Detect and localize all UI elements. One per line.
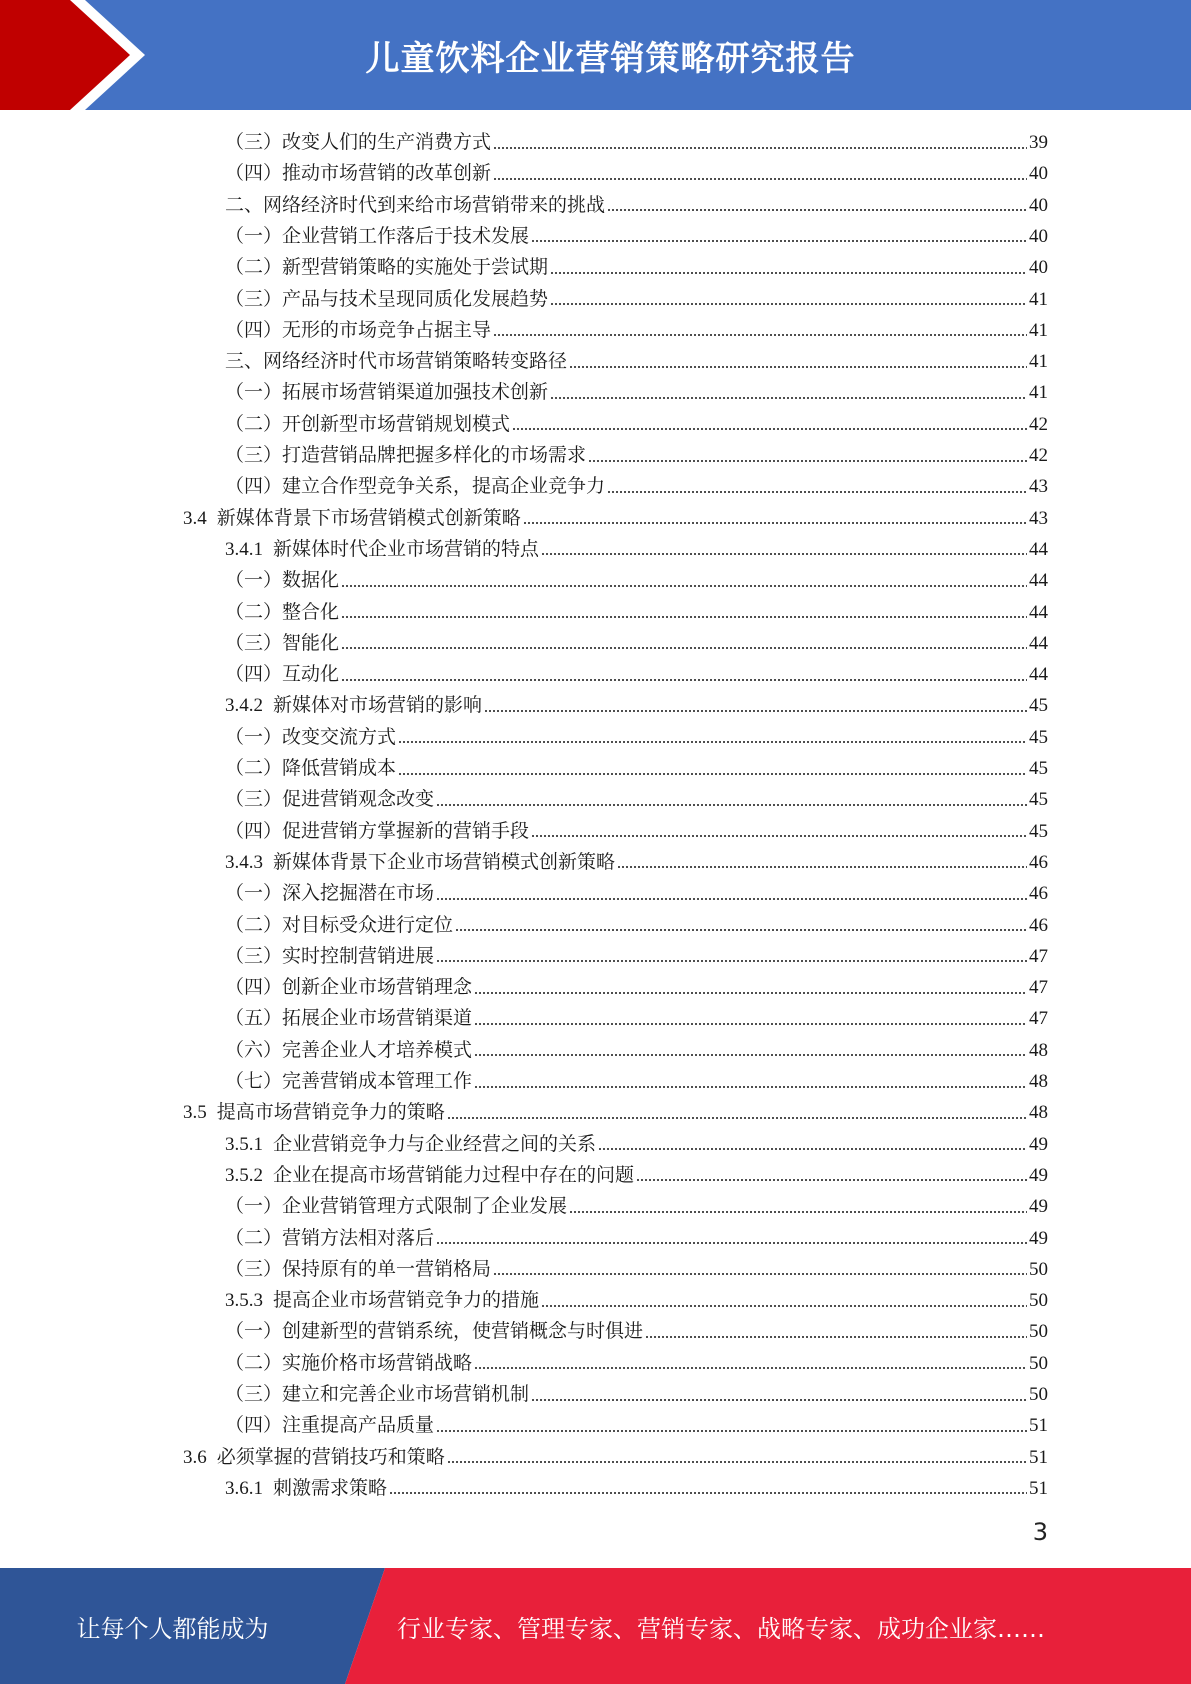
toc-entry-label: [183, 1442, 445, 1473]
toc-entry[interactable]: [225, 377, 1048, 408]
toc-entry-label: [225, 847, 615, 878]
toc-entry[interactable]: [225, 1410, 1048, 1441]
toc-dot-leader: [493, 1272, 1027, 1276]
toc-entry-number: 3.5.2: [225, 1164, 263, 1186]
toc-dot-leader: [398, 740, 1027, 744]
toc-dot-leader: [341, 615, 1027, 619]
toc-dot-leader: [617, 865, 1027, 869]
toc-entry-label: [225, 597, 339, 628]
toc-entry[interactable]: [225, 972, 1048, 1003]
toc-entry-page: 41: [1029, 351, 1048, 373]
toc-entry-label: [225, 190, 605, 221]
toc-entry[interactable]: [225, 659, 1048, 690]
toc-entry-label: [225, 1035, 472, 1066]
toc-entry[interactable]: [225, 1285, 1048, 1316]
toc-entry-page: 50: [1029, 1384, 1048, 1405]
toc-entry-page: 41: [1029, 382, 1048, 404]
toc-entry-text: （一）拓展市场营销渠道加强技术创新: [225, 382, 549, 404]
toc-entry-text: 新媒体背景下市场营销模式创新策略: [216, 507, 521, 529]
toc-entry-page: 50: [1029, 1258, 1048, 1280]
toc-dot-leader: [607, 208, 1027, 212]
toc-entry-text: （四）促进营销方掌握新的营销手段: [225, 820, 530, 842]
toc-dot-leader: [523, 521, 1027, 525]
toc-entry-label: [225, 440, 586, 471]
toc-entry-text: （三）打造营销品牌把握多样化的市场需求: [225, 445, 587, 466]
toc-entry-text: （四）推动市场营销的改革创新: [225, 163, 492, 185]
toc-entry-text: 新媒体背景下企业市场营销模式创新策略: [273, 851, 616, 873]
toc-entry[interactable]: [225, 471, 1048, 502]
toc-entry[interactable]: [225, 597, 1048, 628]
toc-entry[interactable]: [225, 1129, 1048, 1160]
toc-entry-label: [225, 784, 434, 815]
toc-entry-label: [225, 722, 396, 753]
toc-entry-number: 3.4.1: [225, 538, 263, 560]
toc-entry[interactable]: [225, 534, 1048, 565]
toc-dot-leader: [569, 1210, 1027, 1214]
toc-entry-text: （一）改变交流方式: [225, 726, 397, 748]
toc-entry-label: [225, 1160, 634, 1191]
toc-entry-page: 49: [1029, 1227, 1048, 1249]
toc-entry[interactable]: [225, 1066, 1048, 1097]
toc-entry-page: 46: [1029, 883, 1048, 905]
toc-dot-leader: [341, 678, 1027, 682]
toc-dot-leader: [474, 1053, 1027, 1057]
toc-entry-label: [225, 534, 539, 565]
toc-dot-leader: [645, 1335, 1027, 1339]
toc-entry-label: [225, 690, 482, 721]
toc-dot-leader: [341, 646, 1027, 650]
toc-entry[interactable]: [183, 1442, 1048, 1473]
toc-entry-label: [225, 659, 339, 690]
toc-entry-label: [225, 1066, 472, 1097]
toc-entry-text: （二）整合化: [225, 601, 340, 623]
toc-entry-text: （三）建立和完善企业市场营销机制: [225, 1384, 530, 1405]
toc-entry-label: [225, 1129, 596, 1160]
toc-dot-leader: [541, 552, 1027, 556]
toc-entry[interactable]: [225, 722, 1048, 753]
toc-entry-label: [225, 628, 339, 659]
toc-entry-text: （一）企业营销工作落后于技术发展: [225, 225, 530, 247]
toc-entry-page: 50: [1029, 1321, 1048, 1343]
toc-entry-text: （七）完善营销成本管理工作: [225, 1071, 473, 1092]
toc-dot-leader: [569, 365, 1027, 369]
toc-entry-page: 41: [1029, 288, 1048, 310]
toc-dot-leader: [474, 1022, 1027, 1026]
toc-entry-text: （二）对目标受众进行定位: [225, 914, 454, 936]
toc-entry-text: （四）注重提高产品质量: [225, 1415, 435, 1437]
toc-entry-page: 42: [1029, 445, 1048, 466]
toc-entry-label: [225, 816, 529, 847]
toc-entry-text: 提高企业市场营销竞争力的措施: [273, 1290, 540, 1312]
toc-entry-text: （一）深入挖掘潜在市场: [225, 883, 435, 905]
toc-entry[interactable]: [225, 252, 1048, 283]
toc-entry-number: 3.5.3: [225, 1290, 263, 1312]
toc-entry-label: [225, 565, 339, 596]
toc-entry-page: 40: [1029, 225, 1048, 247]
toc-dot-leader: [588, 459, 1027, 463]
toc-entry-number: 3.4: [183, 507, 207, 529]
toc-dot-leader: [474, 991, 1027, 995]
toc-entry-page: 42: [1029, 413, 1048, 435]
toc-entry-label: [225, 1379, 529, 1410]
toc-entry-text: （三）产品与技术呈现同质化发展趋势: [225, 288, 549, 310]
toc-entry-page: 48: [1029, 1039, 1048, 1061]
toc-entry-text: 二、网络经济时代到来给市场营销带来的挑战: [225, 194, 606, 216]
toc-dot-leader: [493, 333, 1027, 337]
toc-entry-text: （五）拓展企业市场营销渠道: [225, 1008, 473, 1030]
page-footer: [0, 1568, 1191, 1684]
toc-entry-text: （三）促进营销观念改变: [225, 789, 435, 811]
toc-dot-leader: [550, 302, 1027, 306]
toc-entry[interactable]: [225, 690, 1048, 721]
toc-entry-label: [225, 127, 491, 158]
toc-entry[interactable]: [225, 847, 1048, 878]
toc-entry-page: 44: [1029, 664, 1048, 686]
toc-dot-leader: [531, 1398, 1027, 1402]
toc-dot-leader: [607, 490, 1027, 494]
page-number: 3: [1032, 1518, 1048, 1546]
toc-entry-page: 39: [1029, 132, 1048, 153]
toc-entry[interactable]: [225, 1348, 1048, 1379]
toc-entry-text: （一）数据化: [225, 570, 340, 592]
toc-entry-label: [183, 1097, 445, 1128]
toc-entry-label: [225, 1191, 567, 1222]
toc-entry-text: 新媒体时代企业市场营销的特点: [273, 538, 540, 560]
toc-entry-label: [225, 471, 605, 502]
toc-entry[interactable]: [225, 784, 1048, 815]
document-title: 儿童饮料企业营销策略研究报告: [365, 38, 856, 79]
toc-entry-text: （二）降低营销成本: [225, 758, 397, 779]
toc-entry[interactable]: [225, 127, 1048, 158]
toc-entry[interactable]: [225, 1473, 1048, 1504]
toc-entry-label: [225, 315, 491, 346]
toc-entry-label: [225, 1348, 472, 1379]
toc-entry[interactable]: [225, 565, 1048, 596]
toc-entry[interactable]: [225, 1316, 1048, 1347]
toc-entry[interactable]: [225, 409, 1048, 440]
toc-entry-label: [225, 221, 529, 252]
toc-entry[interactable]: [225, 910, 1048, 941]
toc-entry-number: 3.6.1: [225, 1477, 263, 1499]
toc-entry-page: 45: [1029, 789, 1048, 811]
toc-entry-text: （一）企业营销管理方式限制了企业发展: [225, 1196, 568, 1218]
toc-entry[interactable]: [225, 753, 1048, 784]
toc-dot-leader: [436, 959, 1027, 963]
toc-dot-leader: [636, 1178, 1027, 1182]
toc-entry-text: （二）开创新型市场营销规划模式: [225, 413, 511, 435]
toc-entry-text: （三）实时控制营销进展: [225, 945, 435, 967]
toc-dot-leader: [512, 427, 1027, 431]
toc-entry-label: [225, 910, 453, 941]
toc-entry-label: [225, 972, 472, 1003]
toc-entry-label: [225, 1473, 387, 1504]
toc-entry-page: 43: [1029, 476, 1048, 498]
toc-dot-leader: [598, 1147, 1027, 1151]
toc-entry-label: [225, 941, 434, 972]
toc-entry-text: 刺激需求策略: [273, 1477, 388, 1499]
toc-entry-number: 3.5.1: [225, 1133, 263, 1155]
toc-entry-page: 48: [1029, 1102, 1048, 1124]
toc-dot-leader: [550, 271, 1027, 275]
toc-dot-leader: [531, 834, 1027, 838]
toc-entry[interactable]: [225, 1191, 1048, 1222]
toc-entry-text: 企业在提高市场营销能力过程中存在的问题: [273, 1164, 635, 1186]
toc-entry-page: 51: [1029, 1446, 1048, 1468]
footer-slogan-left: 让每个人都能成为: [76, 1614, 269, 1643]
toc-dot-leader: [389, 1491, 1027, 1495]
toc-entry-text: （三）改变人们的生产消费方式: [225, 132, 492, 153]
toc-entry-text: 企业营销竞争力与企业经营之间的关系: [273, 1133, 597, 1155]
toc-entry-page: 47: [1029, 945, 1048, 967]
toc-dot-leader: [531, 239, 1027, 243]
toc-entry-label: [225, 1254, 491, 1285]
toc-dot-leader: [474, 1085, 1027, 1089]
toc-entry-label: [225, 1410, 434, 1441]
toc-entry-label: [225, 377, 548, 408]
toc-entry-page: 45: [1029, 758, 1048, 779]
toc-entry-page: 45: [1029, 726, 1048, 748]
toc-entry-page: 49: [1029, 1164, 1048, 1186]
toc-entry[interactable]: [225, 315, 1048, 346]
toc-dot-leader: [436, 803, 1027, 807]
toc-entry-label: [225, 1316, 643, 1347]
toc-entry-label: [225, 346, 567, 377]
toc-entry[interactable]: [225, 1003, 1048, 1034]
toc-entry-text: 三、网络经济时代市场营销策略转变路径: [225, 351, 568, 373]
footer-slogan-right: 行业专家、管理专家、营销专家、战略专家、成功企业家……: [397, 1614, 1045, 1643]
toc-entry-number: 3.5: [183, 1102, 207, 1124]
toc-dot-leader: [474, 1366, 1027, 1370]
toc-entry-page: 40: [1029, 257, 1048, 279]
toc-entry-page: 49: [1029, 1196, 1048, 1218]
toc-dot-leader: [447, 1116, 1027, 1120]
toc-entry[interactable]: [225, 190, 1048, 221]
toc-entry-text: 必须掌握的营销技巧和策略: [216, 1446, 445, 1468]
toc-entry-number: 3.4.2: [225, 695, 263, 717]
toc-entry[interactable]: [225, 1035, 1048, 1066]
toc-entry-label: [225, 1285, 539, 1316]
toc-dot-leader: [341, 584, 1027, 588]
toc-entry-label: [225, 878, 434, 909]
toc-entry[interactable]: [183, 503, 1048, 534]
toc-entry[interactable]: [225, 1223, 1048, 1254]
toc-dot-leader: [398, 772, 1027, 776]
toc-entry-page: 49: [1029, 1133, 1048, 1155]
toc-entry-page: 40: [1029, 163, 1048, 185]
page-header: [0, 0, 1191, 110]
toc-entry-number: 3.4.3: [225, 851, 263, 873]
toc-entry-page: 50: [1029, 1352, 1048, 1374]
toc-entry-text: （四）建立合作型竞争关系，提高企业竞争力: [225, 476, 606, 498]
toc-dot-leader: [436, 1241, 1027, 1245]
toc-entry-text: （四）创新企业市场营销理念: [225, 977, 473, 999]
toc-entry-text: （四）互动化: [225, 664, 340, 686]
toc-dot-leader: [541, 1304, 1027, 1308]
toc-entry[interactable]: [225, 1254, 1048, 1285]
toc-entry[interactable]: [225, 440, 1048, 471]
toc-entry-page: 51: [1029, 1415, 1048, 1437]
toc-entry-page: 50: [1029, 1290, 1048, 1312]
toc-entry-text: （六）完善企业人才培养模式: [225, 1039, 473, 1061]
toc-entry-page: 47: [1029, 977, 1048, 999]
toc-entry-page: 47: [1029, 1008, 1048, 1030]
header-arrow-decoration: [0, 0, 160, 110]
toc-entry-text: （二）营销方法相对落后: [225, 1227, 435, 1249]
toc-entry-label: [225, 284, 548, 315]
toc-entry-page: 48: [1029, 1071, 1048, 1092]
toc-entry-page: 43: [1029, 507, 1048, 529]
toc-entry-page: 40: [1029, 194, 1048, 216]
toc-entry-label: [225, 158, 491, 189]
toc-entry-page: 45: [1029, 695, 1048, 717]
toc-entry[interactable]: [225, 878, 1048, 909]
toc-entry-label: [225, 753, 396, 784]
toc-entry-label: [225, 252, 548, 283]
toc-entry-page: 41: [1029, 319, 1048, 341]
toc-dot-leader: [550, 396, 1027, 400]
toc-entry[interactable]: [225, 1160, 1048, 1191]
toc-entry-text: （四）无形的市场竞争占据主导: [225, 319, 492, 341]
toc-entry-number: 3.6: [183, 1446, 207, 1468]
toc-entry-text: （三）保持原有的单一营销格局: [225, 1258, 492, 1280]
toc-entry-page: 51: [1029, 1477, 1048, 1499]
toc-entry[interactable]: [225, 221, 1048, 252]
toc-dot-leader: [484, 709, 1027, 713]
toc-dot-leader: [447, 1460, 1027, 1464]
toc-entry-label: [225, 1003, 472, 1034]
toc-entry-label: [183, 503, 521, 534]
toc-entry[interactable]: [183, 1097, 1048, 1128]
toc-entry[interactable]: [225, 346, 1048, 377]
toc-entry-text: （二）实施价格市场营销战略: [225, 1352, 473, 1374]
toc-dot-leader: [436, 1429, 1027, 1433]
toc-entry-text: （三）智能化: [225, 632, 340, 654]
toc-entry[interactable]: [225, 158, 1048, 189]
toc-entry[interactable]: [225, 816, 1048, 847]
toc-dot-leader: [455, 928, 1027, 932]
toc-entry-page: 46: [1029, 914, 1048, 936]
toc-entry-label: [225, 409, 510, 440]
toc-entry-text: （二）新型营销策略的实施处于尝试期: [225, 257, 549, 279]
toc-entry-page: 44: [1029, 538, 1048, 560]
toc-entry-page: 44: [1029, 570, 1048, 592]
toc-entry-text: （一）创建新型的营销系统，使营销概念与时俱进: [225, 1321, 644, 1343]
toc-entry[interactable]: [225, 1379, 1048, 1410]
toc-entry-page: 44: [1029, 601, 1048, 623]
toc-dot-leader: [493, 146, 1027, 150]
toc-entry-page: 45: [1029, 820, 1048, 842]
toc-dot-leader: [436, 897, 1027, 901]
toc-entry-page: 44: [1029, 632, 1048, 654]
toc-entry-text: 新媒体对市场营销的影响: [273, 695, 483, 717]
toc-entry[interactable]: [225, 284, 1048, 315]
toc-entry-text: 提高市场营销竞争力的策略: [216, 1102, 445, 1124]
toc-entry[interactable]: [225, 941, 1048, 972]
toc-dot-leader: [493, 177, 1027, 181]
toc-entry-page: 46: [1029, 851, 1048, 873]
toc-entry-label: [225, 1223, 434, 1254]
toc-entry[interactable]: [225, 628, 1048, 659]
